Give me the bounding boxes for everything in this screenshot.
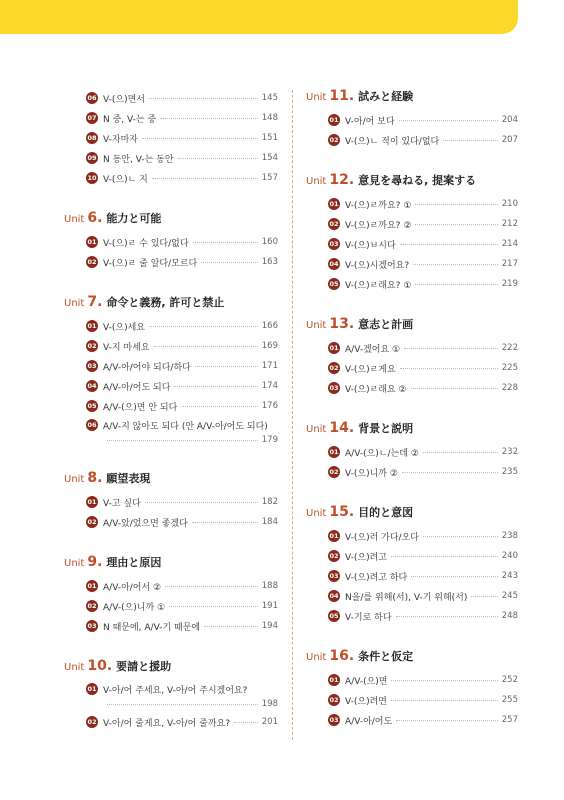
entry-title: A/V-아/어서 ②	[103, 582, 162, 593]
entry-title: V-(으)ㄴ 지	[103, 174, 148, 185]
toc-entry[interactable]	[64, 336, 278, 356]
toc-entry[interactable]	[64, 168, 278, 188]
unit-word: Unit	[64, 474, 85, 485]
entry-title: V-(으)려고 하다	[345, 572, 408, 583]
unit-section	[306, 504, 518, 626]
entry-title: V-(으)면서	[103, 94, 145, 105]
entry-number-badge: 02	[328, 466, 340, 478]
dot-leader	[107, 704, 258, 705]
unit-word: Unit	[64, 214, 85, 225]
entry-title: V-기로 하다	[345, 612, 392, 623]
dot-leader	[149, 326, 258, 327]
dot-leader	[415, 204, 497, 205]
unit-number: 12.	[329, 172, 355, 188]
dot-leader	[423, 536, 498, 537]
entry-title: A/V-(으)니까 ①	[103, 602, 166, 613]
column-divider	[292, 90, 293, 740]
entry-title: A/V-겠어요 ①	[345, 344, 401, 355]
entry-page-number: 198	[261, 699, 278, 709]
entry-number-badge: 01	[328, 446, 340, 458]
entry-number-badge: 02	[328, 550, 340, 562]
dot-leader	[178, 158, 258, 159]
entry-page-number: 232	[501, 447, 518, 457]
dot-leader	[154, 346, 258, 347]
entry-number-badge: 01	[86, 496, 98, 508]
entry-page-number: 228	[501, 383, 518, 393]
entry-page-number: 179	[261, 435, 278, 445]
toc-entry[interactable]	[306, 214, 518, 234]
unit-section	[306, 420, 518, 482]
toc-entry[interactable]	[306, 462, 518, 482]
toc-entry[interactable]	[64, 396, 278, 416]
entry-page-number: 201	[261, 717, 278, 727]
entry-page-number: 255	[501, 695, 518, 705]
entry-number-badge: 03	[328, 238, 340, 250]
unit-word: Unit	[64, 662, 85, 673]
unit-number: 7.	[87, 294, 103, 310]
dot-leader	[195, 366, 258, 367]
entry-page-number: 219	[501, 279, 518, 289]
entry-page-number: 245	[501, 591, 518, 601]
entry-number-badge: 03	[328, 570, 340, 582]
entry-title: A/V-아/어도	[345, 716, 393, 727]
entry-page-number: 174	[261, 381, 278, 391]
unit-section	[64, 554, 278, 636]
dot-leader	[471, 596, 497, 597]
dot-leader	[400, 244, 498, 245]
entry-title: A/V-아/어도 되다	[103, 382, 171, 393]
unit-word: Unit	[306, 176, 327, 187]
entry-number-badge: 02	[328, 134, 340, 146]
toc-entry[interactable]	[64, 128, 278, 148]
dot-leader	[181, 406, 257, 407]
unit-title[interactable]	[306, 172, 518, 192]
entry-page-number: 176	[261, 401, 278, 411]
entry-title: V-(으)ㅂ시다	[345, 240, 396, 251]
entry-page-number: 212	[501, 219, 518, 229]
toc-entry[interactable]	[306, 710, 518, 730]
entry-title: V-(으)ㄹ래요? ①	[345, 280, 412, 291]
dot-leader	[169, 606, 258, 607]
toc-entry[interactable]	[64, 88, 278, 108]
toc-entry[interactable]	[306, 546, 518, 566]
unit-title[interactable]	[306, 504, 518, 524]
dot-leader	[204, 626, 258, 627]
entry-page-number: 222	[501, 343, 518, 353]
entry-number-badge: 01	[328, 198, 340, 210]
toc-entry[interactable]	[64, 512, 278, 532]
toc-entry[interactable]	[64, 376, 278, 396]
unit-word: Unit	[306, 92, 327, 103]
toc-entry[interactable]	[64, 680, 278, 712]
entry-page-number: 169	[261, 341, 278, 351]
entry-number-badge: 03	[86, 360, 98, 372]
entry-title: V-(으)ㄴ 적이 있다/없다	[345, 136, 440, 147]
dot-leader	[391, 700, 498, 701]
entry-title: V-(으)ㄹ까요? ①	[345, 200, 412, 211]
unit-name: 背景と説明	[358, 422, 414, 435]
unit-name: 理由と原因	[106, 556, 162, 569]
toc-entry[interactable]	[306, 586, 518, 606]
toc-entry[interactable]	[306, 690, 518, 710]
toc-entry[interactable]	[306, 110, 518, 130]
dot-leader	[415, 284, 497, 285]
dot-leader	[396, 720, 498, 721]
entry-number-badge: 01	[328, 530, 340, 542]
unit-name: 願望表現	[106, 472, 151, 485]
dot-leader	[413, 264, 498, 265]
unit-name: 命令と義務, 許可と禁止	[106, 296, 225, 309]
toc-entry[interactable]	[64, 492, 278, 512]
toc-entry[interactable]	[64, 232, 278, 252]
dot-leader	[391, 556, 498, 557]
dot-leader	[415, 224, 497, 225]
entry-page-number: 163	[261, 257, 278, 267]
toc-entry[interactable]	[306, 442, 518, 462]
unit-section	[64, 210, 278, 272]
toc-left-column	[64, 88, 278, 732]
section-gap	[306, 626, 518, 648]
unit-number: 14.	[329, 420, 355, 436]
entry-number-badge: 08	[86, 132, 98, 144]
entry-title: V-(으)려면	[345, 696, 387, 707]
entry-page-number: 166	[261, 321, 278, 331]
dot-leader	[399, 120, 498, 121]
toc-entry[interactable]	[306, 338, 518, 358]
toc-entry[interactable]	[64, 416, 278, 448]
entry-page-number: 184	[261, 517, 278, 527]
dot-leader	[165, 586, 258, 587]
entry-number-badge: 04	[86, 380, 98, 392]
entry-number-badge: 01	[86, 236, 98, 248]
entry-number-badge: 04	[328, 590, 340, 602]
dot-leader	[107, 440, 258, 441]
entry-title: V-아/어 주세요, V-아/어 주시겠어요?	[103, 685, 248, 696]
entry-page-number: 154	[261, 153, 278, 163]
section-gap	[64, 188, 278, 210]
unit-number: 13.	[329, 316, 355, 332]
dot-leader	[411, 388, 498, 389]
unit-title[interactable]	[64, 470, 278, 490]
dot-leader	[142, 138, 258, 139]
entry-number-badge: 01	[328, 114, 340, 126]
entry-title: V-(으)니까 ②	[345, 468, 398, 479]
entry-number-badge: 03	[86, 620, 98, 632]
entry-page-number: 151	[261, 133, 278, 143]
entry-title: A/V-(으)ㄴ/는데 ②	[345, 448, 419, 459]
entry-title: V-(으)러 가다/오다	[345, 532, 419, 543]
entry-number-badge: 01	[328, 342, 340, 354]
unit-name: 意志と計画	[358, 318, 414, 331]
dot-leader	[411, 576, 498, 577]
section-gap	[64, 532, 278, 554]
unit-number: 6.	[87, 210, 103, 226]
entry-number-badge: 02	[86, 600, 98, 612]
entry-number-badge: 02	[328, 694, 340, 706]
unit-section	[306, 648, 518, 730]
entry-page-number: 240	[501, 551, 518, 561]
entry-title: N을/를 위해(서), V-기 위해(서)	[345, 592, 468, 603]
toc-entry[interactable]	[306, 358, 518, 378]
toc-entry[interactable]	[306, 378, 518, 398]
entry-page-number: 210	[501, 199, 518, 209]
entry-number-badge: 06	[86, 419, 98, 431]
unit-name: 意見を尋ねる, 提案する	[358, 174, 477, 187]
dot-leader	[404, 348, 498, 349]
unit-number: 9.	[87, 554, 103, 570]
entry-number-badge: 03	[328, 714, 340, 726]
entry-title: V-자마자	[103, 134, 138, 145]
entry-title: V-아/어 보다	[345, 116, 395, 127]
top-color-band	[0, 0, 518, 34]
unit-word: Unit	[306, 652, 327, 663]
toc-entry[interactable]	[306, 606, 518, 626]
unit-number: 16.	[329, 648, 355, 664]
dot-leader	[443, 140, 498, 141]
unit-name: 能力と可能	[106, 212, 162, 225]
entry-page-number: 214	[501, 239, 518, 249]
dot-leader	[234, 722, 258, 723]
entry-title: N 동안, V-는 동안	[103, 154, 174, 165]
entry-title: N 중, V-는 중	[103, 114, 157, 125]
unit-word: Unit	[64, 298, 85, 309]
unit-name: 条件と仮定	[358, 650, 414, 663]
entry-number-badge: 02	[86, 256, 98, 268]
unit-title[interactable]	[306, 88, 518, 108]
entry-page-number: 238	[501, 531, 518, 541]
entry-number-badge: 05	[86, 400, 98, 412]
entry-number-badge: 01	[328, 674, 340, 686]
entry-number-badge: 03	[328, 382, 340, 394]
toc-entry[interactable]	[306, 254, 518, 274]
toc-entry[interactable]	[64, 596, 278, 616]
dot-leader	[152, 178, 258, 179]
toc-entry[interactable]	[64, 356, 278, 376]
entry-title: V-(으)세요	[103, 322, 145, 333]
toc-entry[interactable]	[64, 712, 278, 732]
unit-number: 10.	[87, 658, 113, 674]
toc-entry[interactable]	[64, 252, 278, 272]
entry-number-badge: 02	[328, 362, 340, 374]
entry-number-badge: 05	[328, 278, 340, 290]
toc-entry[interactable]	[64, 148, 278, 168]
toc-entry[interactable]	[306, 130, 518, 150]
entry-page-number: 248	[501, 611, 518, 621]
entry-page-number: 252	[501, 675, 518, 685]
unit-number: 15.	[329, 504, 355, 520]
entry-title: V-(으)시겠어요?	[345, 260, 410, 271]
dot-leader	[402, 472, 498, 473]
unit-number: 8.	[87, 470, 103, 486]
entry-page-number: 191	[261, 601, 278, 611]
unit-word: Unit	[306, 320, 327, 331]
toc-entry[interactable]	[306, 194, 518, 214]
unit-section	[64, 658, 278, 732]
section-gap	[306, 294, 518, 316]
unit-title[interactable]	[306, 420, 518, 440]
entry-title: N 때문에, A/V-기 때문에	[103, 622, 201, 633]
entry-number-badge: 10	[86, 172, 98, 184]
dot-leader	[423, 452, 498, 453]
entry-title: V-고 싶다	[103, 498, 141, 509]
entry-number-badge: 01	[86, 320, 98, 332]
entry-title: A/V-(으)면 안 되다	[103, 402, 178, 413]
entry-page-number: 157	[261, 173, 278, 183]
entry-title: A/V-아/어야 되다/하다	[103, 362, 191, 373]
entry-page-number: 148	[261, 113, 278, 123]
unit-title[interactable]	[64, 294, 278, 314]
entry-page-number: 204	[501, 115, 518, 125]
entry-number-badge: 02	[86, 716, 98, 728]
toc-entry[interactable]	[306, 234, 518, 254]
unit-title[interactable]	[306, 316, 518, 336]
toc-entry[interactable]	[64, 616, 278, 636]
unit-section	[64, 294, 278, 448]
unit-title[interactable]	[64, 658, 278, 678]
toc-entry[interactable]	[64, 108, 278, 128]
entry-title: V-(으)ㄹ 줄 알다/모르다	[103, 258, 198, 269]
unit-section	[64, 470, 278, 532]
entry-number-badge: 04	[328, 258, 340, 270]
dot-leader	[192, 522, 258, 523]
unit-section	[64, 88, 278, 188]
dot-leader	[396, 616, 498, 617]
section-gap	[306, 150, 518, 172]
entry-number-badge: 07	[86, 112, 98, 124]
entry-number-badge: 02	[86, 340, 98, 352]
entry-number-badge: 01	[86, 683, 98, 695]
entry-page-number: 207	[501, 135, 518, 145]
entry-page-number: 160	[261, 237, 278, 247]
unit-name: 目的と意図	[358, 506, 414, 519]
dot-leader	[149, 98, 258, 99]
toc-entry[interactable]	[64, 316, 278, 336]
unit-name: 試みと経験	[358, 90, 414, 103]
entry-page-number: 182	[261, 497, 278, 507]
unit-title[interactable]	[64, 210, 278, 230]
unit-title[interactable]	[64, 554, 278, 574]
entry-page-number: 145	[261, 93, 278, 103]
section-gap	[64, 448, 278, 470]
dot-leader	[145, 502, 258, 503]
toc-entry[interactable]	[306, 526, 518, 546]
entry-page-number: 217	[501, 259, 518, 269]
toc-entry[interactable]	[306, 274, 518, 294]
unit-section	[306, 172, 518, 294]
entry-title: A/V-(으)면	[345, 676, 388, 687]
dot-leader	[174, 386, 257, 387]
entry-title: V-아/어 줄게요, V-아/어 줄까요?	[103, 718, 230, 729]
entry-title: V-(으)ㄹ래요 ②	[345, 384, 407, 395]
entry-number-badge: 05	[328, 610, 340, 622]
toc-entry[interactable]	[306, 566, 518, 586]
unit-number: 11.	[329, 88, 355, 104]
toc-entry[interactable]	[64, 576, 278, 596]
entry-page-number: 188	[261, 581, 278, 591]
entry-number-badge: 02	[86, 516, 98, 528]
entry-number-badge: 02	[328, 218, 340, 230]
unit-section	[306, 316, 518, 398]
entry-number-badge: 06	[86, 92, 98, 104]
entry-title: V-지 마세요	[103, 342, 150, 353]
unit-name: 要請と援助	[116, 660, 172, 673]
entry-title: V-(으)ㄹ게요	[345, 364, 396, 375]
entry-title: V-(으)려고	[345, 552, 387, 563]
section-gap	[306, 398, 518, 420]
unit-title[interactable]	[306, 648, 518, 668]
entry-page-number: 194	[261, 621, 278, 631]
unit-word: Unit	[64, 558, 85, 569]
dot-leader	[391, 680, 497, 681]
toc-right-column	[306, 88, 518, 730]
dot-leader	[193, 242, 258, 243]
dot-leader	[400, 368, 498, 369]
entry-page-number: 243	[501, 571, 518, 581]
dot-leader	[160, 118, 258, 119]
unit-word: Unit	[306, 424, 327, 435]
entry-title: V-(으)ㄹ 수 있다/없다	[103, 238, 189, 249]
toc-entry[interactable]	[306, 670, 518, 690]
entry-number-badge: 09	[86, 152, 98, 164]
entry-page-number: 225	[501, 363, 518, 373]
unit-section	[306, 88, 518, 150]
entry-page-number: 257	[501, 715, 518, 725]
section-gap	[64, 272, 278, 294]
entry-title: A/V-았/었으면 좋겠다	[103, 518, 188, 529]
dot-leader	[201, 262, 258, 263]
entry-page-number: 235	[501, 467, 518, 477]
entry-number-badge: 01	[86, 580, 98, 592]
entry-title: V-(으)ㄹ까요? ②	[345, 220, 412, 231]
entry-page-number: 171	[261, 361, 278, 371]
entry-title: A/V-지 않아도 되다 (안 A/V-아/어도 되다)	[103, 421, 268, 432]
unit-word: Unit	[306, 508, 327, 519]
section-gap	[64, 636, 278, 658]
section-gap	[306, 482, 518, 504]
